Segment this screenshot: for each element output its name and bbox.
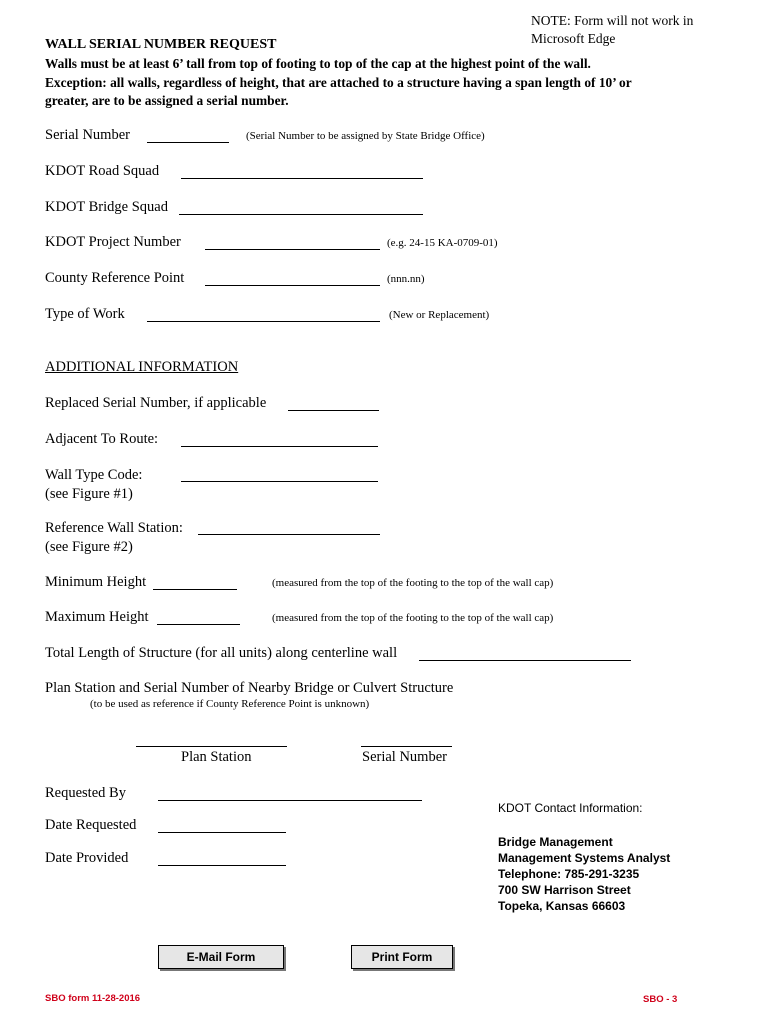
contact-line-1: Bridge Management	[498, 835, 613, 849]
date-provided-field[interactable]	[158, 851, 286, 866]
ref-station-label-line-1: Reference Wall Station:	[45, 520, 183, 536]
intro-line-3: greater, are to be assigned a serial number.	[45, 93, 289, 108]
ref-station-label-line-2: (see Figure #2)	[45, 539, 133, 555]
min-height-hint: (measured from the top of the footing to the top of the wall cap)	[272, 577, 554, 589]
project-number-hint: (e.g. 24-15 KA-0709-01)	[387, 237, 498, 249]
ref-station-field[interactable]	[198, 520, 380, 535]
county-ref-hint: (nnn.nn)	[387, 273, 425, 285]
date-provided-label: Date Provided	[45, 850, 129, 866]
edge-note	[531, 12, 693, 48]
contact-heading: KDOT Contact Information:	[498, 801, 643, 815]
max-height-field[interactable]	[157, 610, 240, 625]
plan-station-field[interactable]	[136, 732, 287, 747]
type-of-work-hint: (New or Replacement)	[389, 309, 490, 321]
wall-type-field[interactable]	[181, 467, 378, 482]
bridge-squad-field[interactable]	[179, 200, 423, 215]
total-length-label: Total Length of Structure (for all units) along centerline wall	[45, 645, 398, 661]
replaced-serial-field[interactable]	[288, 396, 379, 411]
serial-number-hint: (Serial Number to be assigned by State Bridge Office)	[246, 130, 485, 142]
serial-number-field[interactable]	[147, 128, 229, 143]
replaced-serial-label: Replaced Serial Number, if applicable	[45, 395, 267, 411]
contact-line-5: Topeka, Kansas 66603	[498, 899, 626, 913]
road-squad-label: KDOT Road Squad	[45, 163, 160, 179]
min-height-field[interactable]	[153, 575, 237, 590]
footer-page-id: SBO - 3	[643, 994, 678, 1005]
bridge-squad-label: KDOT Bridge Squad	[45, 199, 168, 215]
wall-type-label	[45, 466, 142, 504]
requested-by-field[interactable]	[158, 786, 422, 801]
total-length-field[interactable]	[419, 646, 631, 661]
footer-form-id: SBO form 11-28-2016	[45, 993, 141, 1004]
intro-text	[45, 55, 632, 111]
type-of-work-field[interactable]	[147, 307, 380, 322]
wall-type-label-line-2: (see Figure #1)	[45, 486, 133, 502]
print-form-button[interactable]: Print Form	[351, 945, 453, 969]
plan-station-heading: Plan Station and Serial Number of Nearby Bridge or Culvert Structure	[45, 680, 454, 696]
road-squad-field[interactable]	[181, 164, 423, 179]
nearby-serial-number-field[interactable]	[361, 732, 452, 747]
ref-station-label	[45, 519, 183, 557]
edge-note-line-1: NOTE: Form will not work in	[531, 13, 694, 28]
wall-type-label-line-1: Wall Type Code:	[45, 467, 143, 483]
county-ref-field[interactable]	[205, 271, 380, 286]
max-height-label: Maximum Height	[45, 609, 149, 625]
email-form-button[interactable]: E-Mail Form	[158, 945, 284, 969]
plan-station-note: (to be used as reference if County Reference Point is unknown)	[90, 698, 370, 710]
date-requested-field[interactable]	[158, 818, 286, 833]
additional-info-heading: ADDITIONAL INFORMATION	[45, 359, 239, 375]
contact-block	[498, 834, 670, 914]
intro-line-2: Exception: all walls, regardless of height, that are attached to a structure having a span length of 10’ or	[45, 74, 632, 90]
project-number-field[interactable]	[205, 235, 380, 250]
adjacent-route-label: Adjacent To Route:	[45, 431, 159, 447]
contact-line-4: 700 SW Harrison Street	[498, 883, 631, 897]
form-title: WALL SERIAL NUMBER REQUEST	[45, 37, 277, 52]
county-ref-label: County Reference Point	[45, 270, 185, 286]
edge-note-line-2: Microsoft Edge	[531, 31, 616, 46]
date-requested-label: Date Requested	[45, 817, 137, 833]
nearby-serial-number-label: Serial Number	[362, 749, 447, 765]
adjacent-route-field[interactable]	[181, 432, 378, 447]
requested-by-label: Requested By	[45, 785, 126, 801]
serial-number-label: Serial Number	[45, 127, 130, 143]
contact-line-3: Telephone: 785-291-3235	[498, 867, 640, 881]
contact-line-2: Management Systems Analyst	[498, 851, 671, 865]
intro-line-1: Walls must be at least 6’ tall from top of footing to top of the cap at the highest point of the wall.	[45, 56, 591, 71]
plan-station-label: Plan Station	[181, 749, 252, 765]
project-number-label: KDOT Project Number	[45, 234, 181, 250]
max-height-hint: (measured from the top of the footing to the top of the wall cap)	[272, 612, 554, 624]
min-height-label: Minimum Height	[45, 574, 147, 590]
type-of-work-label: Type of Work	[45, 306, 125, 322]
